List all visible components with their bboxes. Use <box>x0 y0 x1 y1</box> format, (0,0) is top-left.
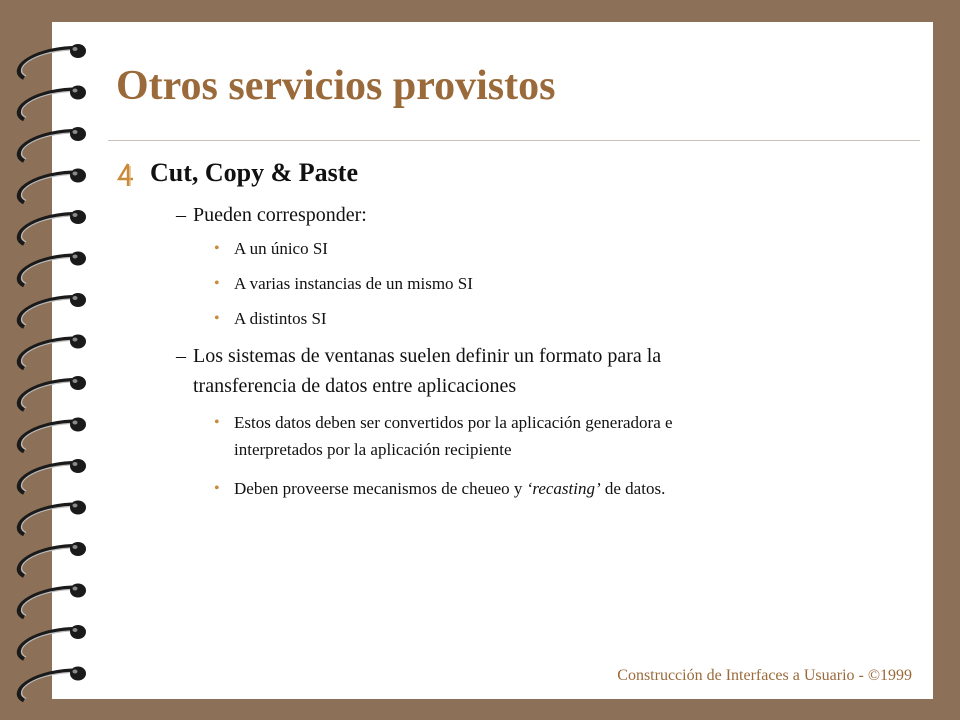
spiral-hole-shine <box>73 255 78 259</box>
spiral-hole-shine <box>73 338 78 342</box>
sub-bullet-sistemas-line1: Los sistemas de ventanas suelen definir un formato para la <box>193 345 662 367</box>
spiral-ring-highlight <box>22 382 70 408</box>
spiral-hole <box>70 459 86 473</box>
spiral-ring-highlight <box>22 590 70 616</box>
spiral-hole-shine <box>73 172 78 176</box>
dot-marker: • <box>214 310 220 327</box>
sub-item-recasting: Deben proveerse mecanismos de cheueo y ‘recasting’ de datos. <box>234 479 666 498</box>
spiral-ring-highlight <box>22 631 70 657</box>
spiral-ring-highlight <box>22 424 70 450</box>
spiral-hole <box>70 625 86 639</box>
dot-marker: • <box>214 480 220 497</box>
sub-item-line2: interpretados por la aplicación recipiente <box>234 440 512 459</box>
bullet-cut-copy-paste: Cut, Copy & Paste <box>150 158 358 187</box>
spiral-hole-shine <box>73 504 78 508</box>
spiral-binding <box>0 0 110 720</box>
dot-marker: • <box>214 240 220 257</box>
spiral-hole-shine <box>73 379 78 383</box>
numeral-4-bullet-icon <box>116 162 136 188</box>
spiral-hole-shine <box>73 670 78 674</box>
spiral-hole <box>70 210 86 224</box>
spiral-hole-shine <box>73 213 78 217</box>
spiral-hole-shine <box>73 296 78 300</box>
spiral-hole <box>70 667 86 681</box>
spiral-ring-highlight <box>22 299 70 325</box>
slide-footer: Construcción de Interfaces a Usuario - ©1999 <box>617 667 912 684</box>
spiral-ring-highlight <box>22 133 70 159</box>
spiral-hole <box>70 335 86 349</box>
spiral-hole <box>70 127 86 141</box>
spiral-hole-shine <box>73 421 78 425</box>
spiral-ring-highlight <box>22 673 70 699</box>
dash-marker: – <box>176 345 186 367</box>
spiral-ring-highlight <box>22 507 70 533</box>
spiral-ring-highlight <box>22 50 70 76</box>
spiral-hole-shine <box>73 587 78 591</box>
spiral-hole <box>70 86 86 100</box>
spiral-ring-highlight <box>22 216 70 242</box>
spiral-ring-highlight <box>22 92 70 118</box>
slide-title: Otros servicios provistos <box>116 63 556 109</box>
sub-item-line1: Estos datos deben ser convertidos por la aplicación generadora e <box>234 413 673 432</box>
sub-item: A un único SI <box>234 239 328 258</box>
dash-marker: – <box>176 204 186 226</box>
spiral-hole <box>70 169 86 183</box>
spiral-hole-shine <box>73 130 78 134</box>
spiral-hole-shine <box>73 545 78 549</box>
spiral-hole-shine <box>73 89 78 93</box>
spiral-hole <box>70 293 86 307</box>
sub-item: A distintos SI <box>234 309 327 328</box>
dot-marker: • <box>214 414 220 431</box>
title-divider <box>108 140 920 141</box>
spiral-hole <box>70 418 86 432</box>
dot-marker: • <box>214 275 220 292</box>
spiral-ring-highlight <box>22 465 70 491</box>
spiral-ring-highlight <box>22 175 70 201</box>
spiral-hole <box>70 501 86 515</box>
spiral-ring-highlight <box>22 341 70 367</box>
spiral-ring-highlight <box>22 258 70 284</box>
spiral-ring-highlight <box>22 548 70 574</box>
spiral-hole <box>70 584 86 598</box>
spiral-hole <box>70 376 86 390</box>
spiral-hole-shine <box>73 47 78 51</box>
spiral-hole <box>70 542 86 556</box>
sub-item: A varias instancias de un mismo SI <box>234 274 473 293</box>
sub-bullet-pueden: Pueden corresponder: <box>193 204 367 226</box>
spiral-hole <box>70 44 86 58</box>
spiral-hole-shine <box>73 462 78 466</box>
spiral-hole-shine <box>73 628 78 632</box>
sub-bullet-sistemas-line2: transferencia de datos entre aplicaciones <box>193 375 517 397</box>
spiral-hole <box>70 252 86 266</box>
